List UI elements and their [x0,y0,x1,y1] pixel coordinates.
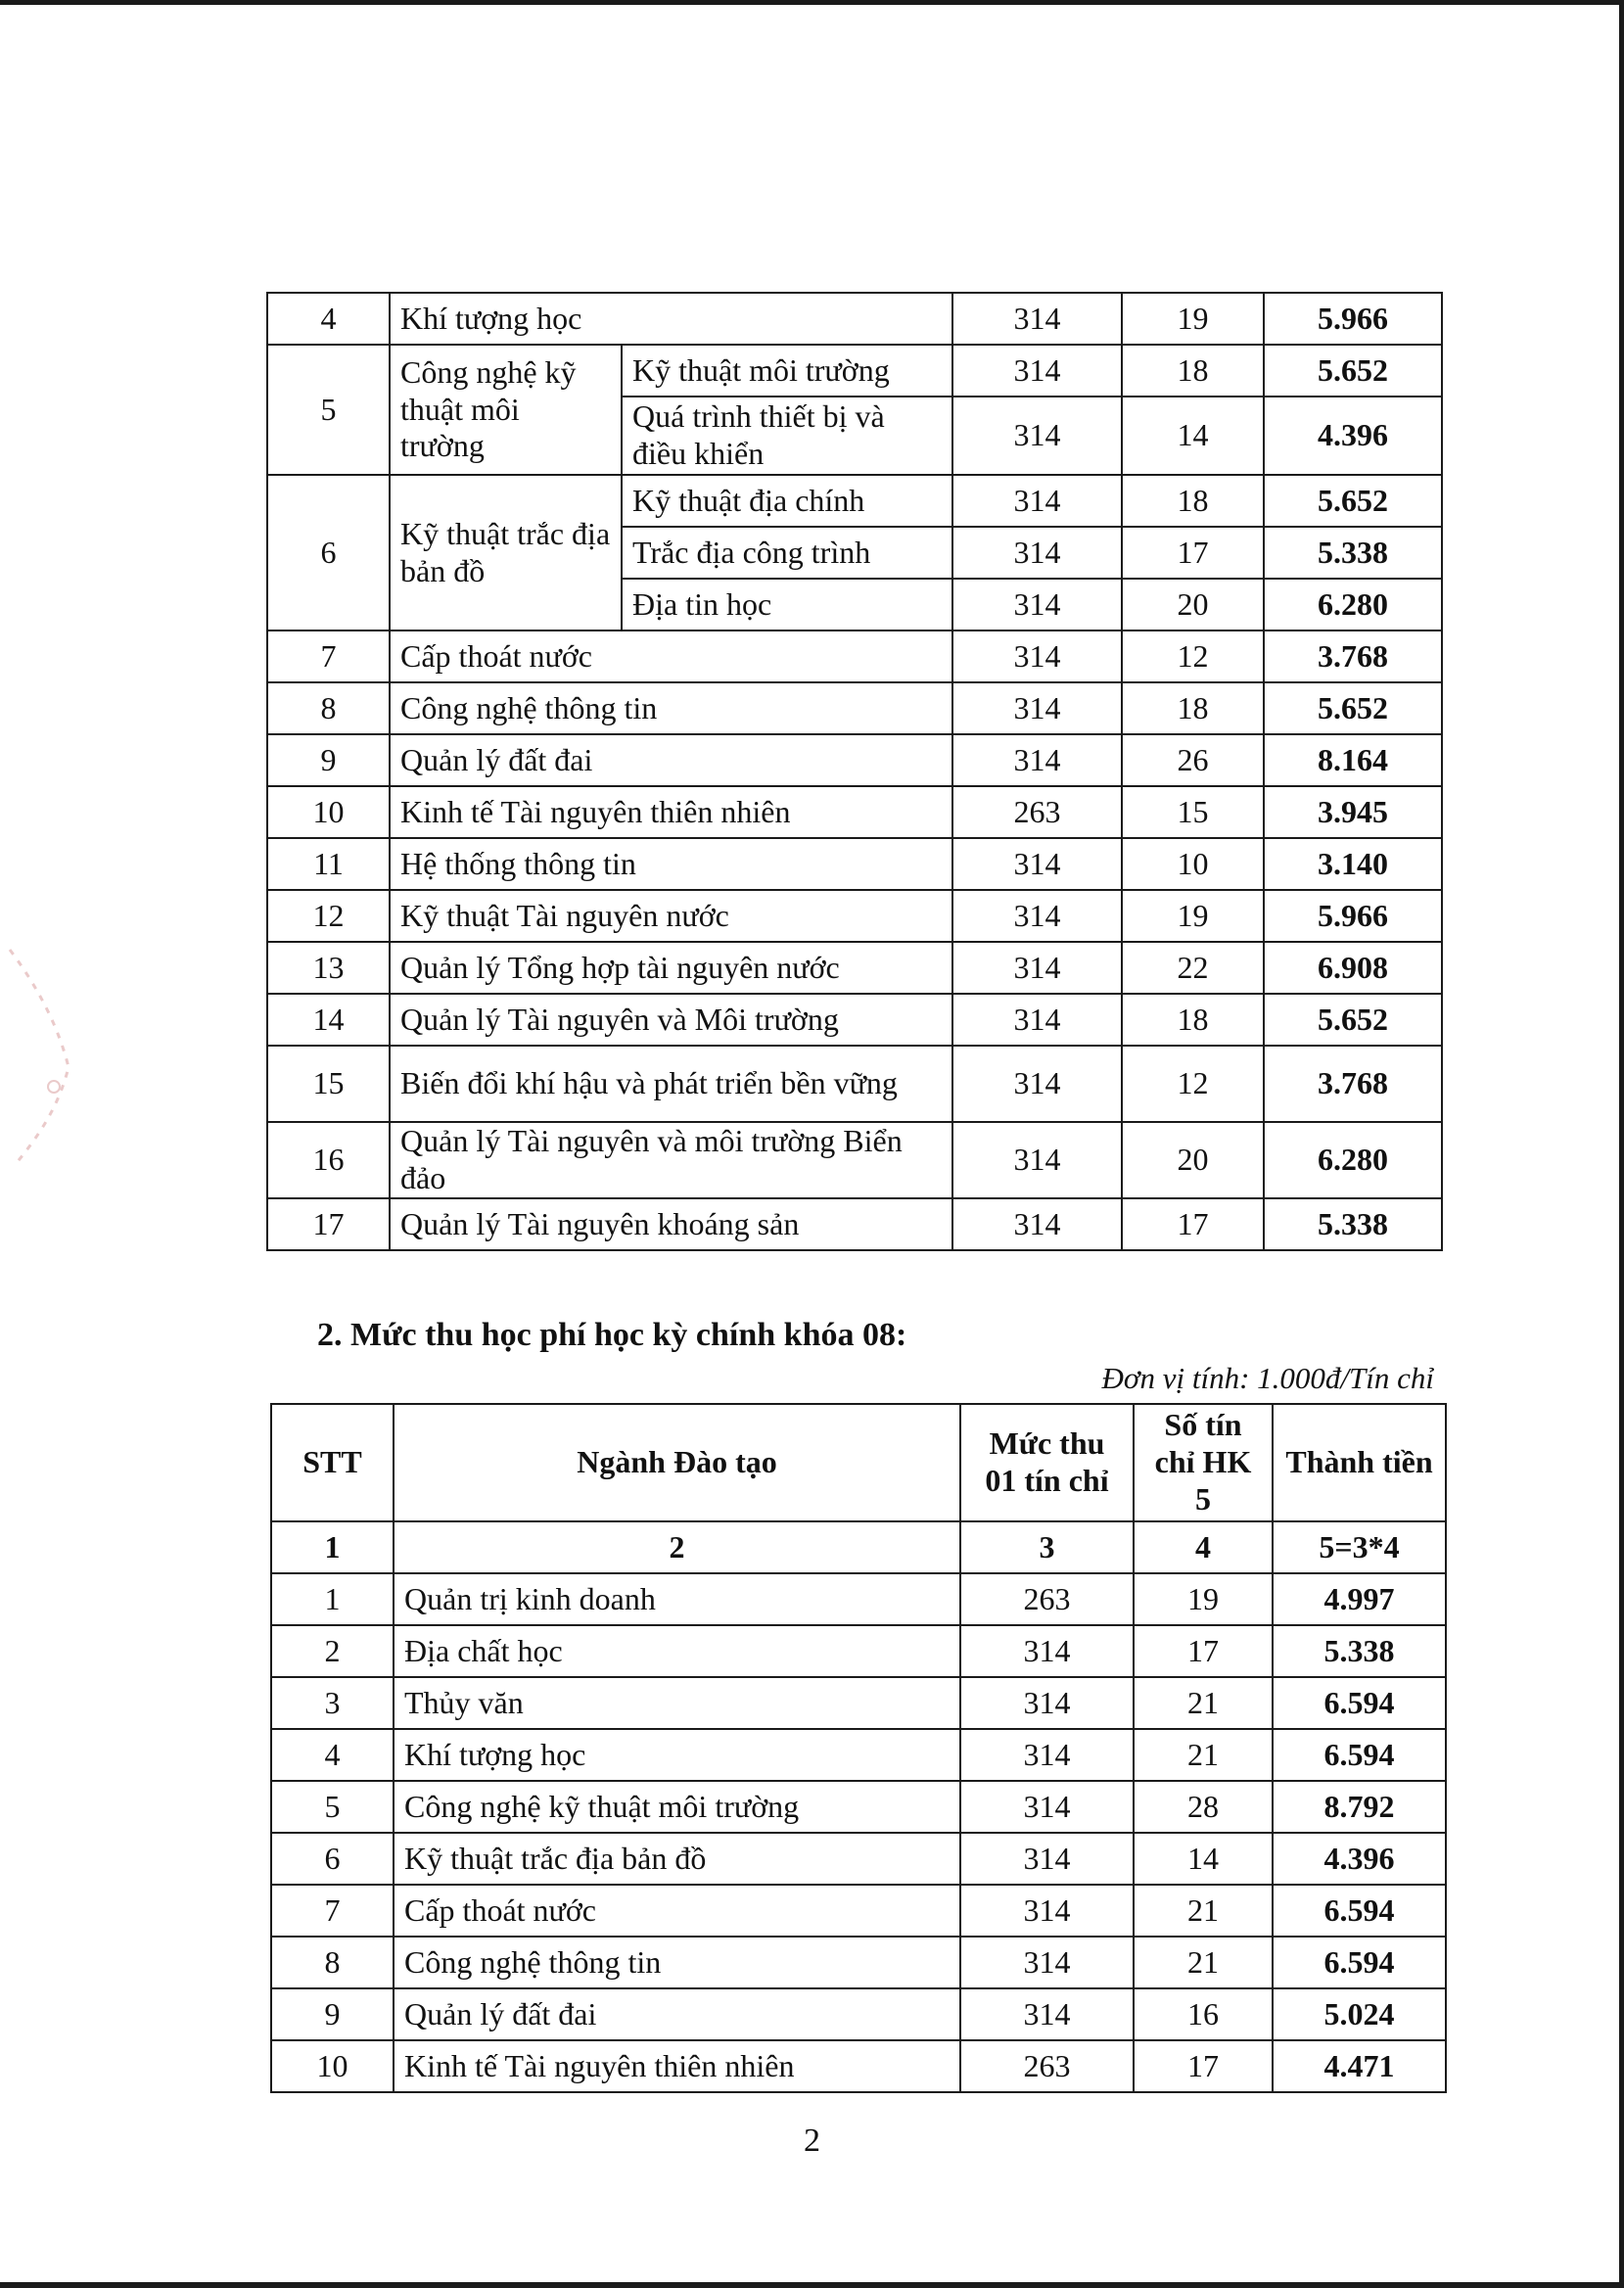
major-name-cell: Cấp thoát nước [390,630,952,682]
credits-cell: 21 [1134,1937,1273,1988]
stt-cell: 6 [267,475,390,630]
credits-cell: 12 [1122,630,1264,682]
red-stamp-trace [0,940,78,1175]
rate-cell: 314 [952,293,1122,345]
stt-cell: 4 [267,293,390,345]
stt-header: STT [271,1404,394,1521]
major-name-cell: Quản lý Tài nguyên và môi trường Biển đảo [390,1122,952,1198]
rate-cell: 314 [952,942,1122,994]
stt-cell: 12 [267,890,390,942]
stt-cell: 7 [271,1885,394,1937]
credits-header: Số tín chỉ HK 5 [1134,1404,1273,1521]
major-name-cell: Quản lý đất đai [390,734,952,786]
table-row [267,1046,1442,1122]
total-cell: 8.792 [1273,1781,1446,1833]
stt-cell: 8 [271,1937,394,1988]
major-name-cell: Hệ thống thông tin [390,838,952,890]
table-row [267,630,1442,682]
credits-cell: 21 [1134,1885,1273,1937]
total-cell: 6.908 [1264,942,1442,994]
credits-cell: 21 [1134,1677,1273,1729]
stt-cell: 17 [267,1198,390,1250]
table-row [271,1988,1446,2040]
table-row [271,1677,1446,1729]
column-index-cell: 4 [1134,1521,1273,1573]
rate-cell: 314 [960,1625,1134,1677]
rate-cell: 314 [952,838,1122,890]
major-header: Ngành Đào tạo [394,1404,960,1521]
stt-cell: 14 [267,994,390,1046]
table-row [267,1198,1442,1250]
rate-cell: 314 [960,1677,1134,1729]
unit-note: Đơn vị tính: 1.000đ/Tín chỉ [1101,1361,1434,1395]
table-row [267,475,1442,527]
rate-cell: 314 [952,734,1122,786]
total-cell: 4.396 [1264,397,1442,475]
specialization-cell: Quá trình thiết bị và điều khiển [622,397,952,475]
total-cell: 3.768 [1264,630,1442,682]
stt-cell: 5 [271,1781,394,1833]
table-body [271,1573,1446,2092]
total-cell: 6.594 [1273,1677,1446,1729]
major-name-cell: Quản lý Tổng hợp tài nguyên nước [390,942,952,994]
stt-cell: 15 [267,1046,390,1122]
total-cell: 5.338 [1264,1198,1442,1250]
total-cell: 4.471 [1273,2040,1446,2092]
specialization-cell: Địa tin học [622,579,952,630]
scan-border-top [0,0,1624,5]
credits-cell: 18 [1122,682,1264,734]
stt-cell: 2 [271,1625,394,1677]
credits-cell: 21 [1134,1729,1273,1781]
simple-rows [267,630,1442,1250]
table-row [271,1937,1446,1988]
specialization-cell: Kỹ thuật địa chính [622,475,952,527]
credits-cell: 20 [1122,579,1264,630]
credits-cell: 16 [1134,1988,1273,2040]
major-name-cell: Kỹ thuật Tài nguyên nước [390,890,952,942]
credits-cell: 28 [1134,1781,1273,1833]
credits-cell: 18 [1122,994,1264,1046]
major-name-cell: Khí tượng học [394,1729,960,1781]
credits-cell: 20 [1122,1122,1264,1198]
stt-cell: 9 [267,734,390,786]
total-cell: 3.140 [1264,838,1442,890]
table-row [271,1573,1446,1625]
major-name-cell: Kinh tế Tài nguyên thiên nhiên [390,786,952,838]
stt-cell: 10 [271,2040,394,2092]
credits-cell: 17 [1134,2040,1273,2092]
stt-cell: 10 [267,786,390,838]
credits-cell: 12 [1122,1046,1264,1122]
major-name-cell: Cấp thoát nước [394,1885,960,1937]
page-number: 2 [804,2123,820,2159]
scan-border-bottom [0,2282,1624,2288]
credits-cell: 19 [1122,293,1264,345]
stt-cell: 4 [271,1729,394,1781]
rate-cell: 263 [960,2040,1134,2092]
total-cell: 5.338 [1264,527,1442,579]
credits-cell: 19 [1134,1573,1273,1625]
credits-cell: 17 [1122,527,1264,579]
table-row [271,1833,1446,1885]
total-cell: 4.396 [1273,1833,1446,1885]
credits-cell: 18 [1122,345,1264,397]
table-row [271,2040,1446,2092]
major-name-cell: Công nghệ kỹ thuật môi trường [390,345,622,475]
credits-cell: 17 [1134,1625,1273,1677]
table-row [271,1885,1446,1937]
rate-cell: 314 [952,994,1122,1046]
total-cell: 5.652 [1264,345,1442,397]
total-cell: 4.997 [1273,1573,1446,1625]
rate-cell: 314 [952,397,1122,475]
rate-cell: 314 [960,1988,1134,2040]
credits-cell: 18 [1122,475,1264,527]
header-row [271,1404,1446,1521]
column-index-cell: 2 [394,1521,960,1573]
rate-cell: 314 [960,1781,1134,1833]
rate-header: Mức thu 01 tín chỉ [960,1404,1134,1521]
rate-cell: 314 [952,890,1122,942]
rate-cell: 314 [952,579,1122,630]
total-cell: 5.966 [1264,293,1442,345]
table-row [267,345,1442,397]
table-row [271,1729,1446,1781]
total-cell: 6.594 [1273,1885,1446,1937]
stt-cell: 3 [271,1677,394,1729]
table-row [271,1781,1446,1833]
rate-cell: 314 [952,1198,1122,1250]
rate-cell: 314 [952,345,1122,397]
tuition-table-course-08 [270,1403,1447,2093]
rate-cell: 314 [960,1729,1134,1781]
credits-cell: 15 [1122,786,1264,838]
table-row [267,838,1442,890]
rate-cell: 314 [960,1885,1134,1937]
total-cell: 5.024 [1273,1988,1446,2040]
major-name-cell: Quản lý đất đai [394,1988,960,2040]
tuition-table-continued [266,292,1443,1251]
stt-cell: 8 [267,682,390,734]
specialization-cell: Trắc địa công trình [622,527,952,579]
total-cell: 5.652 [1264,682,1442,734]
column-index-cell: 5=3*4 [1273,1521,1446,1573]
table-row [267,682,1442,734]
stt-cell: 9 [271,1988,394,2040]
table-row [271,1625,1446,1677]
credits-cell: 26 [1122,734,1264,786]
total-cell: 6.594 [1273,1937,1446,1988]
specialization-cell: Kỹ thuật môi trường [622,345,952,397]
rate-cell: 263 [952,786,1122,838]
column-index-row [271,1521,1446,1573]
major-name-cell: Công nghệ kỹ thuật môi trường [394,1781,960,1833]
table-row [267,1122,1442,1198]
major-name-cell: Biến đổi khí hậu và phát triển bền vững [390,1046,952,1122]
total-cell: 6.280 [1264,1122,1442,1198]
table-row [267,942,1442,994]
stt-cell: 6 [271,1833,394,1885]
column-index-cell: 1 [271,1521,394,1573]
rate-cell: 314 [952,630,1122,682]
major-name-cell: Công nghệ thông tin [390,682,952,734]
credits-cell: 10 [1122,838,1264,890]
major-name-cell: Địa chất học [394,1625,960,1677]
stt-cell: 5 [267,345,390,475]
credits-cell: 14 [1122,397,1264,475]
table-row [267,994,1442,1046]
credits-cell: 17 [1122,1198,1264,1250]
total-cell: 5.652 [1264,994,1442,1046]
credits-cell: 22 [1122,942,1264,994]
total-cell: 5.652 [1264,475,1442,527]
rate-cell: 314 [952,1046,1122,1122]
table-row [267,890,1442,942]
stt-cell: 16 [267,1122,390,1198]
rate-cell: 314 [952,527,1122,579]
rate-cell: 314 [952,682,1122,734]
total-cell: 5.338 [1273,1625,1446,1677]
total-cell: 3.945 [1264,786,1442,838]
scan-border-right [1619,0,1624,2288]
section-heading: 2. Mức thu học phí học kỳ chính khóa 08: [317,1317,907,1353]
major-name-cell: Quản trị kinh doanh [394,1573,960,1625]
stt-cell: 7 [267,630,390,682]
major-name-cell: Kỹ thuật trắc địa bản đồ [390,475,622,630]
major-name-cell: Kỹ thuật trắc địa bản đồ [394,1833,960,1885]
credits-cell: 19 [1122,890,1264,942]
credits-cell: 14 [1134,1833,1273,1885]
table-row [267,786,1442,838]
major-name-cell: Kinh tế Tài nguyên thiên nhiên [394,2040,960,2092]
rate-cell: 263 [960,1573,1134,1625]
rate-cell: 314 [960,1833,1134,1885]
table-row [267,293,1442,345]
stt-cell: 11 [267,838,390,890]
rate-cell: 314 [960,1937,1134,1988]
major-name-cell: Quản lý Tài nguyên khoáng sản [390,1198,952,1250]
column-index-cell: 3 [960,1521,1134,1573]
table-row [267,734,1442,786]
total-header: Thành tiền [1273,1404,1446,1521]
major-name-cell: Thủy văn [394,1677,960,1729]
total-cell: 6.594 [1273,1729,1446,1781]
rate-cell: 314 [952,475,1122,527]
stt-cell: 1 [271,1573,394,1625]
major-name-cell: Quản lý Tài nguyên và Môi trường [390,994,952,1046]
major-name-cell: Khí tượng học [390,293,952,345]
total-cell: 6.280 [1264,579,1442,630]
stt-cell: 13 [267,942,390,994]
major-name-cell: Công nghệ thông tin [394,1937,960,1988]
rate-cell: 314 [952,1122,1122,1198]
total-cell: 3.768 [1264,1046,1442,1122]
total-cell: 5.966 [1264,890,1442,942]
total-cell: 8.164 [1264,734,1442,786]
